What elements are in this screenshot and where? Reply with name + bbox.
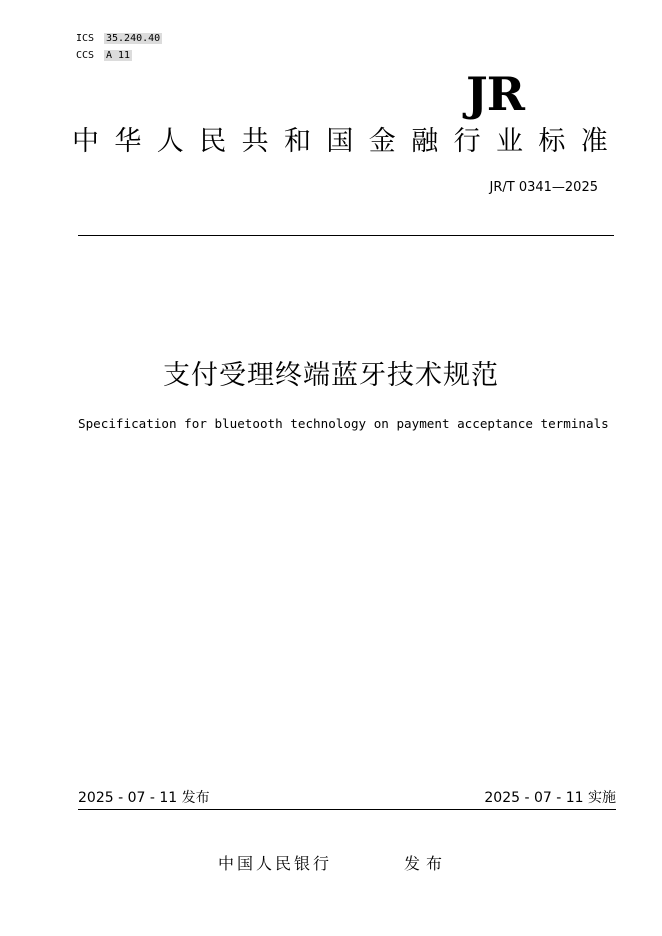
standard-number: JR/T 0341—2025	[489, 180, 598, 195]
jr-logo-mark: JR	[466, 67, 524, 121]
document-title-english: Specification for bluetooth technology on payment acceptance terminals	[78, 416, 609, 431]
ics-label: ICS	[76, 33, 95, 44]
issue-date: 2025 - 07 - 11 发布	[78, 790, 210, 806]
ccs-row	[76, 49, 132, 62]
ics-row	[76, 32, 162, 45]
ics-code: 35.240.40	[106, 33, 161, 44]
standard-category-heading: 中华人民共和国金融行业标准	[72, 126, 624, 157]
header-divider	[78, 235, 614, 236]
ccs-label: CCS	[76, 50, 95, 61]
implementation-date: 2025 - 07 - 11 实施	[484, 790, 616, 806]
footer-divider	[78, 809, 616, 810]
document-title-chinese: 支付受理终端蓝牙技术规范	[163, 360, 499, 391]
issuing-authority: 中国人民银行	[218, 854, 333, 873]
ccs-code: A 11	[106, 50, 131, 61]
issue-action: 发布	[404, 854, 449, 873]
